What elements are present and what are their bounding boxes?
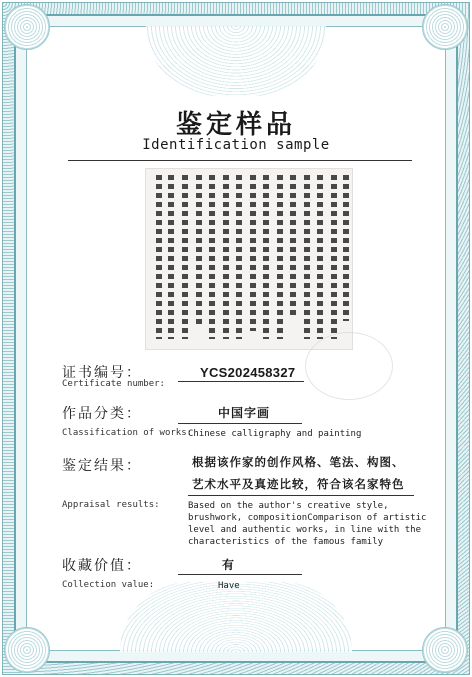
appraisal-label-en: Appraisal results: [62,500,160,510]
classification-value-en: Chinese calligraphy and painting [188,429,362,439]
corner-ornament-top-right [422,4,468,50]
embossed-seal [305,332,393,400]
classification-label-en: Classification of works: [62,428,193,438]
certificate-number-value: YCS202458327 [200,365,296,380]
collection-value-label-en: Collection value: [62,580,155,590]
appraisal-result-en-line-1: Based on the author's creative style, [188,501,389,511]
corner-ornament-bottom-left [4,627,50,673]
classification-value: 中国字画 [218,406,271,420]
appraisal-label: 鉴定结果： [62,458,142,474]
certificate-number-underline [178,381,304,382]
appraisal-result-en-line-4: characteristics of the famous family [188,537,384,547]
title-english: Identification sample [142,137,330,153]
bottom-guilloche-ornament [120,582,352,652]
appraisal-underline [188,495,414,496]
classification-label: 作品分类： [62,406,142,422]
collection-value-underline [178,574,302,575]
calligraphy-sample-image [145,168,353,350]
collection-value-value: 有 [222,558,236,572]
appraisal-result-en-line-3: level and authentic works, in line with the [188,525,421,535]
appraisal-result-line-1: 根据该作家的创作风格、笔法、构图、 [192,455,405,469]
title-divider [68,160,412,161]
corner-ornament-bottom-right [422,627,468,673]
certificate-number-label-en: Certificate number: [62,379,165,389]
collection-value-value-en: Have [218,581,240,591]
appraisal-result-line-2: 艺术水平及真迹比较，符合该名家特色 [192,477,405,491]
classification-underline [178,423,302,424]
appraisal-result-en-line-2: brushwork, compositionComparison of artistic [188,513,427,523]
corner-ornament-top-left [4,4,50,50]
collection-value-label: 收藏价值： [62,558,142,574]
certificate-number-label: 证书编号： [62,365,142,381]
title-chinese: 鉴定样品 [175,110,296,140]
